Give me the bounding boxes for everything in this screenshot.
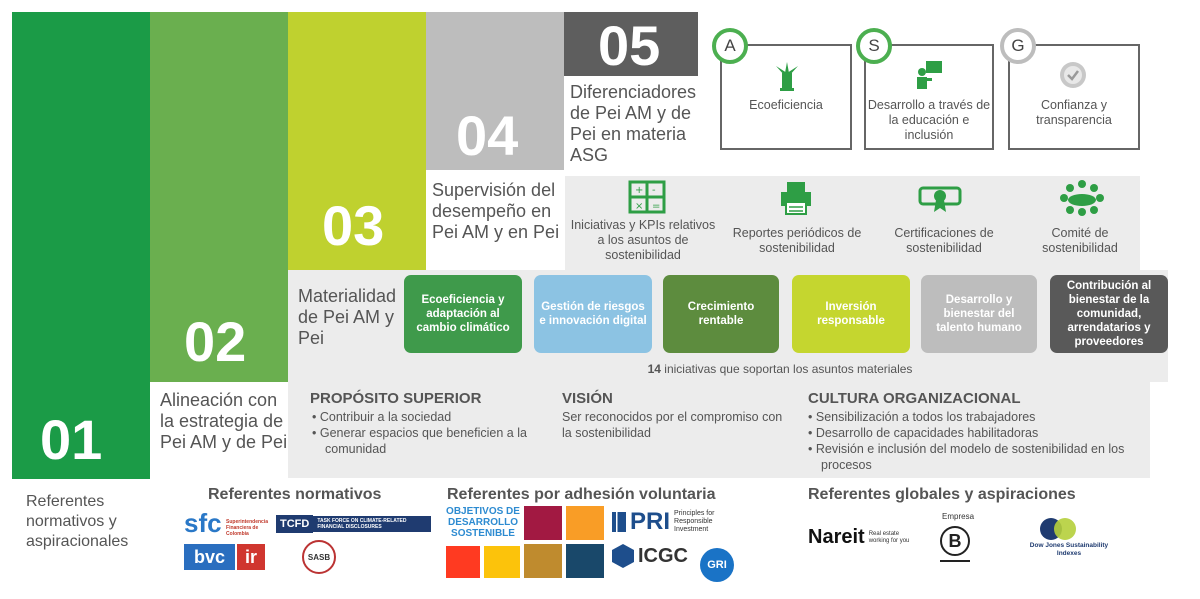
cultura-title: CULTURA ORGANIZACIONAL (808, 390, 1021, 407)
dow-jones-logo: Dow Jones Sustainability Indexes (1029, 542, 1109, 557)
step-04-number: 04 (456, 104, 519, 167)
initiatives-note (620, 362, 940, 376)
step-02-label: Alineación con la estrategia de Pei AM y de Pei (160, 390, 288, 452)
sdg-tiles-lower (446, 546, 520, 578)
vision-text: Ser reconocidos por el compromiso con la sostenibilidad (562, 410, 783, 440)
certificate-icon (918, 184, 962, 214)
calculator-icon (628, 180, 666, 214)
svg-text:+: + (635, 185, 644, 196)
supervision-label-1: Iniciativas y KPIs relativos a los asuntos de sostenibilidad (570, 218, 716, 262)
nareit-logo: Nareit Real estate working for you (808, 526, 910, 548)
windmill-icon (770, 58, 804, 92)
gri-logo: GRI (700, 548, 734, 582)
bcorp-logo: B (940, 526, 970, 556)
materiality-card-2: Gestión de riesgos e innovación digital (534, 275, 652, 353)
cultura-item-2: • Desarrollo de capacidades habilitadoras (808, 426, 1039, 440)
vision-title: VISIÓN (562, 390, 613, 407)
step-01-label: Referentes normativos y aspiracionales (26, 493, 129, 550)
cultura-list (808, 409, 1148, 473)
ods-logo: OBJETIVOS DE DESARROLLO SOSTENIBLE (446, 506, 520, 539)
asg-letter-g: G (1000, 28, 1036, 64)
svg-text:=: = (652, 201, 661, 212)
sfc-logo: sfc Superintendencia Financiera de Colombia (184, 508, 268, 538)
materiality-card-3: Crecimiento rentable (663, 275, 779, 353)
printer-icon (778, 180, 814, 216)
supervision-label-2: Reportes periódicos de sostenibilidad (732, 226, 862, 255)
cultura-item-3: • Revisión e inclusión del modelo de sostenibilidad en los procesos (808, 442, 1125, 472)
dow-jones-mark (1040, 518, 1080, 540)
asg-letter-a: A (712, 28, 748, 64)
supervision-label-3: Certificaciones de sostenibilidad (894, 226, 994, 255)
materiality-card-4: Inversión responsable (792, 275, 910, 353)
step-05-number: 05 (598, 14, 661, 77)
referentes-voluntarios-title: Referentes por adhesión voluntaria (447, 486, 716, 503)
proposito-title: PROPÓSITO SUPERIOR (310, 390, 482, 407)
icgc-logo: ICGC (612, 544, 688, 568)
referentes-normativos-title: Referentes normativos (208, 486, 382, 503)
asg-label-a: Ecoeficiencia (749, 98, 823, 112)
step-05-label: Diferenciadores de Pei AM y de Pei en materia ASG (570, 82, 697, 165)
asg-label-s: Desarrollo a través de la educación e inclusión (867, 98, 991, 142)
asg-label-g: Confianza y transparencia (1036, 98, 1112, 127)
materiality-card-6: Contribución al bienestar de la comunidad, arrendatarios y proveedores (1050, 275, 1168, 353)
step-02-number: 02 (184, 310, 247, 373)
svg-text:×: × (635, 201, 644, 212)
step-03-label: Materialidad de Pei AM y Pei (298, 286, 397, 348)
bvc-logo: bvc ir (184, 544, 265, 570)
initiatives-count: 14 (647, 362, 661, 376)
proposito-item-2: • Generar espacios que beneficien a la comunidad (312, 426, 527, 456)
sasb-logo: SASB (302, 540, 336, 574)
step-03-number: 03 (322, 194, 385, 257)
pri-logo: PRI Principles for Responsible Investment (612, 508, 730, 536)
sdg-tiles (524, 506, 604, 578)
committee-icon (1058, 178, 1106, 216)
bcorp-underline (940, 560, 970, 562)
tcfd-logo: TCFD TASK FORCE ON CLIMATE-RELATED FINANCIAL DISCLOSURES (276, 514, 431, 534)
materiality-card-1: Ecoeficiencia y adaptación al cambio climático (404, 275, 522, 353)
referentes-globales-title: Referentes globales y aspiraciones (808, 486, 1076, 503)
proposito-list (312, 409, 532, 457)
cultura-item-1: • Sensibilización a todos los trabajadores (808, 410, 1036, 424)
svg-text:-: - (652, 185, 656, 196)
supervision-label-4: Comité de sostenibilidad (1042, 226, 1118, 255)
proposito-item-1: • Contribuir a la sociedad (312, 410, 452, 424)
teacher-icon (912, 58, 946, 92)
initiatives-text: iniciativas que soportan los asuntos materiales (664, 362, 913, 376)
step-01-number: 01 (40, 408, 103, 471)
materiality-card-5: Desarrollo y bienestar del talento humano (921, 275, 1037, 353)
step-04-label: Supervisión del desempeño en Pei AM y en Pei (432, 180, 560, 242)
bcorp-label: Empresa (942, 512, 975, 521)
asg-letter-s: S (856, 28, 892, 64)
trust-seal-icon (1058, 60, 1088, 90)
